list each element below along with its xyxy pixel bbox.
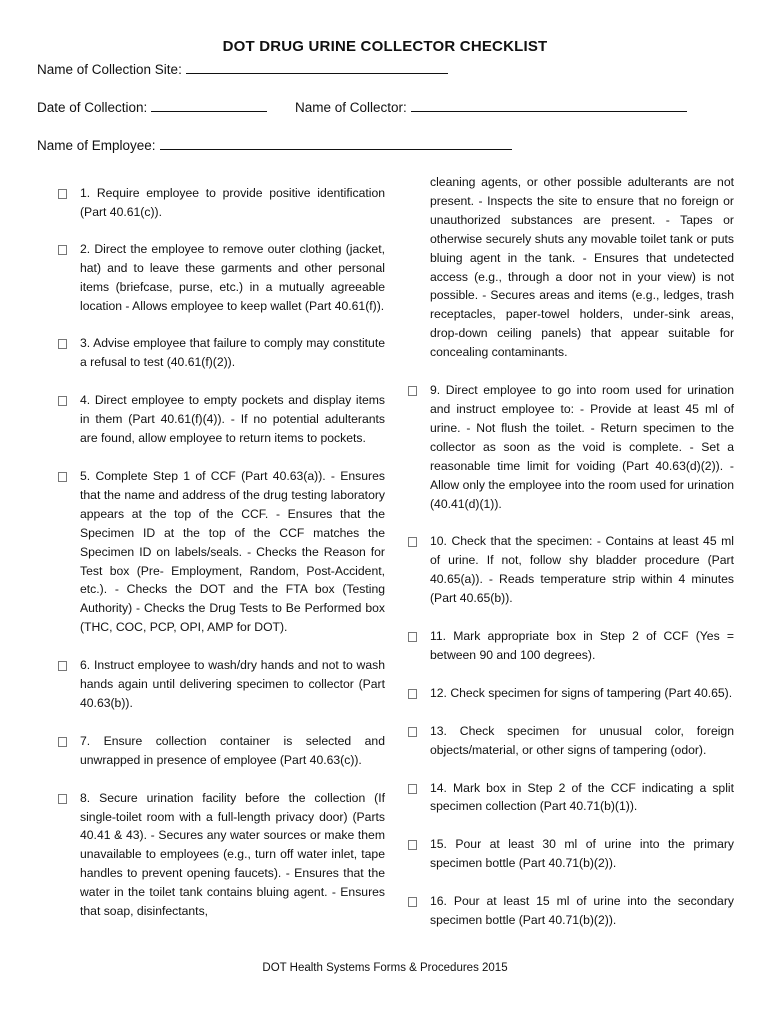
date-label: Date of Collection:: [37, 100, 148, 115]
checklist-item-11: 11. Mark appropriate box in Step 2 of CCF (Yes = between 90 and 100 degrees).: [408, 627, 734, 665]
page-title: DOT DRUG URINE COLLECTOR CHECKLIST: [222, 38, 548, 55]
checklist-item-5: 5. Complete Step 1 of CCF (Part 40.63(a)). - Ensures that the name and address of the drug testing laboratory appears at the top of the CCF. - Ensures that the Specimen ID at the top of the CCF matches the Specimen ID on labels/seals. - Checks the Reason for Test box (Pre- Employment, Random, Post-Accident, etc.). - Checks the DOT and the FTA box (Testing Authority) - Checks the Drug Tests to Be Performed box (THC, COC, PCP, OPI, AMP for DOT).: [58, 467, 385, 637]
checklist-item-1: 1. Require employee to provide positive identification (Part 40.61(c)).: [58, 184, 385, 222]
employee-field: [37, 137, 512, 153]
date-input[interactable]: [151, 99, 267, 112]
checklist-item-14: 14. Mark box in Step 2 of the CCF indicating a split specimen collection (Part 40.71(b)(1)).: [408, 779, 734, 817]
employee-input[interactable]: [160, 137, 512, 150]
checklist-item-6: 6. Instruct employee to wash/dry hands and not to wash hands again until delivering specimen to collector (Part 40.63(b)).: [58, 656, 385, 713]
checklist-item-10: 10. Check that the specimen: - Contains at least 45 ml of urine. If not, follow shy bladder procedure (Part 40.65(a)). - Reads temperature strip within 4 minutes (Part 40.65(b)).: [408, 532, 734, 608]
checkbox-7[interactable]: [58, 737, 67, 747]
date-field: [37, 99, 267, 115]
checkbox-6[interactable]: [58, 661, 67, 671]
collector-label: Name of Collector:: [295, 100, 407, 115]
checkbox-12[interactable]: [408, 689, 417, 699]
checkbox-9[interactable]: [408, 386, 417, 396]
checklist-item-3: 3. Advise employee that failure to comply may constitute a refusal to test (40.61(f)(2)).: [58, 334, 385, 372]
left-column: [58, 184, 385, 921]
checkbox-2[interactable]: [58, 245, 67, 255]
checklist-item-8: 8. Secure urination facility before the collection (If single-toilet room with a full-length privacy door) (Parts 40.41 & 43). - Secures any water sources or make them unavailable to employees (e.g., turn off water inlet, tape handles to prevent opening faucets). - Ensures that the water in the toilet tank contains bluing agent. - Ensures that soap, disinfectants,: [58, 789, 385, 921]
right-column: [408, 173, 734, 930]
checkbox-15[interactable]: [408, 840, 417, 850]
checklist-item-13: 13. Check specimen for unusual color, foreign objects/material, or other signs of tampering (odor).: [408, 722, 734, 760]
checkbox-3[interactable]: [58, 339, 67, 349]
checkbox-8[interactable]: [58, 794, 67, 804]
checkbox-5[interactable]: [58, 472, 67, 482]
checklist-item-4: 4. Direct employee to empty pockets and display items in them (Part 40.61(f)(4)). - If no potential adulterants are found, allow employee to return items to pockets.: [58, 391, 385, 448]
checkbox-10[interactable]: [408, 537, 417, 547]
collector-field: [295, 99, 687, 115]
checkbox-1[interactable]: [58, 189, 67, 199]
collection-site-input[interactable]: [186, 61, 448, 74]
checklist-item-15: 15. Pour at least 30 ml of urine into the primary specimen bottle (Part 40.71(b)(2)).: [408, 835, 734, 873]
checkbox-13[interactable]: [408, 727, 417, 737]
checkbox-4[interactable]: [58, 396, 67, 406]
checkbox-16[interactable]: [408, 897, 417, 907]
checklist-item-16: 16. Pour at least 15 ml of urine into the secondary specimen bottle (Part 40.71(b)(2)).: [408, 892, 734, 930]
checklist-item-2: 2. Direct the employee to remove outer clothing (jacket, hat) and to leave these garments and other personal items (briefcase, purse, etc.) in a mutually agreeable location - Allows employee to keep wallet (Part 40.61(f)).: [58, 240, 385, 316]
collector-input[interactable]: [411, 99, 687, 112]
collection-site-field: [37, 61, 448, 77]
checklist-item-9: 9. Direct employee to go into room used for urination and instruct employee to: - Provide at least 45 ml of urine. - Not flush the toilet. - Return specimen to the collector as soon as the void is complete. - Set a reasonable time limit for voiding (Part 40.63(d)(2)). - Allow only the employee into the room used for urination (40.41(d)(1)).: [408, 381, 734, 513]
checklist-item-12: 12. Check specimen for signs of tampering (Part 40.65).: [408, 684, 734, 703]
checkbox-14[interactable]: [408, 784, 417, 794]
checkbox-11[interactable]: [408, 632, 417, 642]
page-footer: DOT Health Systems Forms & Procedures 2015: [262, 962, 508, 974]
employee-label: Name of Employee:: [37, 138, 156, 153]
checklist-item-7: 7. Ensure collection container is selected and unwrapped in presence of employee (Part 40.63(c)).: [58, 732, 385, 770]
collection-site-label: Name of Collection Site:: [37, 62, 182, 77]
item-8-continuation: cleaning agents, or other possible adulterants are not present. - Inspects the site to ensure that no foreign or unauthorized substances are present. - Tapes or otherwise securely shuts any movable toilet tank or puts bluing agent in the tank. - Ensures that undetected access (e.g., through a door not in your view) is not possible. - Secures areas and items (e.g., ledges, trash receptacles, paper-towel holders, under-sink areas, drop-down ceiling panels) that appear suitable for concealing contaminants.: [430, 175, 734, 360]
